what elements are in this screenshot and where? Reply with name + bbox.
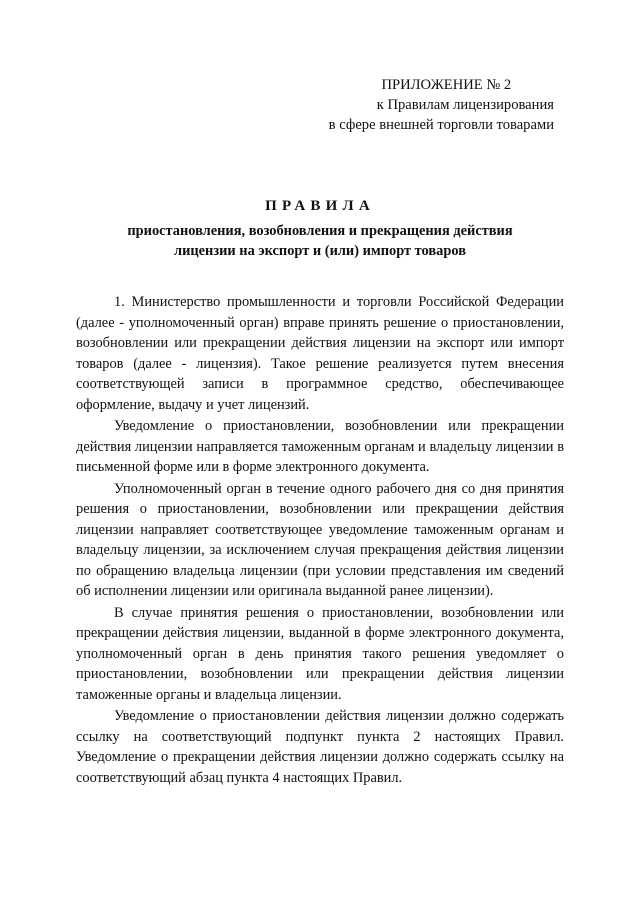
- subtitle-line-2: лицензии на экспорт и (или) импорт товаров: [174, 243, 466, 259]
- subtitle-line-1: приостановления, возобновления и прекращения действия: [127, 223, 513, 239]
- paragraph-2: Уведомление о приостановлении, возобновлении или прекращении действия лицензии направляется таможенным органам и владельцу лицензии в письменной форме или в форме электронного документа.: [76, 418, 564, 475]
- appendix-number: ПРИЛОЖЕНИЕ № 2: [381, 77, 512, 93]
- appendix-scope: в сфере внешней торговли товарами: [328, 117, 554, 133]
- appendix-reference: к Правилам лицензирования: [376, 97, 554, 113]
- appendix-header: [329, 75, 554, 135]
- document-body: [76, 292, 564, 789]
- paragraph-5: Уведомление о приостановлении действия лицензии должно содержать ссылку на соответствующий подпункт пункта 2 настоящих Правил. Уведомление о прекращении действия лицензии должно содержать ссылку на соответствующий абзац пункта 4 настоящих Правил.: [76, 708, 564, 786]
- paragraph-3: Уполномоченный орган в течение одного рабочего дня со дня принятия решения о приостановлении, возобновлении или прекращении действия лицензии направляет соответствующее уведомление таможенным органам и владельцу лицензии, за исключением случая прекращения действия лицензии по обращению владельца лицензии (при условии представления им сведений об исполнении лицензии или оригинала выданной ранее лицензии).: [76, 480, 564, 599]
- paragraph-4: В случае принятия решения о приостановлении, возобновлении или прекращении действия лицензии, выданной в форме электронного документа, уполномоченный орган в день принятия такого решения уведомляет о приостановлении, возобновлении или прекращении действия лицензии таможенные органы и владельца лицензии.: [76, 604, 564, 703]
- document-subtitle: [0, 221, 640, 261]
- document-title: ПРАВИЛА: [265, 198, 375, 214]
- paragraph-1: 1. Министерство промышленности и торговли Российской Федерации (далее - уполномоченный орган) вправе принять решение о приостановлении, возобновлении или прекращении действия лицензии на экспорт или импорт товаров (далее - лицензия). Такое решение реализуется путем внесения соответствующей записи в программное средство, обеспечивающее оформление, выдачу и учет лицензий.: [76, 294, 564, 413]
